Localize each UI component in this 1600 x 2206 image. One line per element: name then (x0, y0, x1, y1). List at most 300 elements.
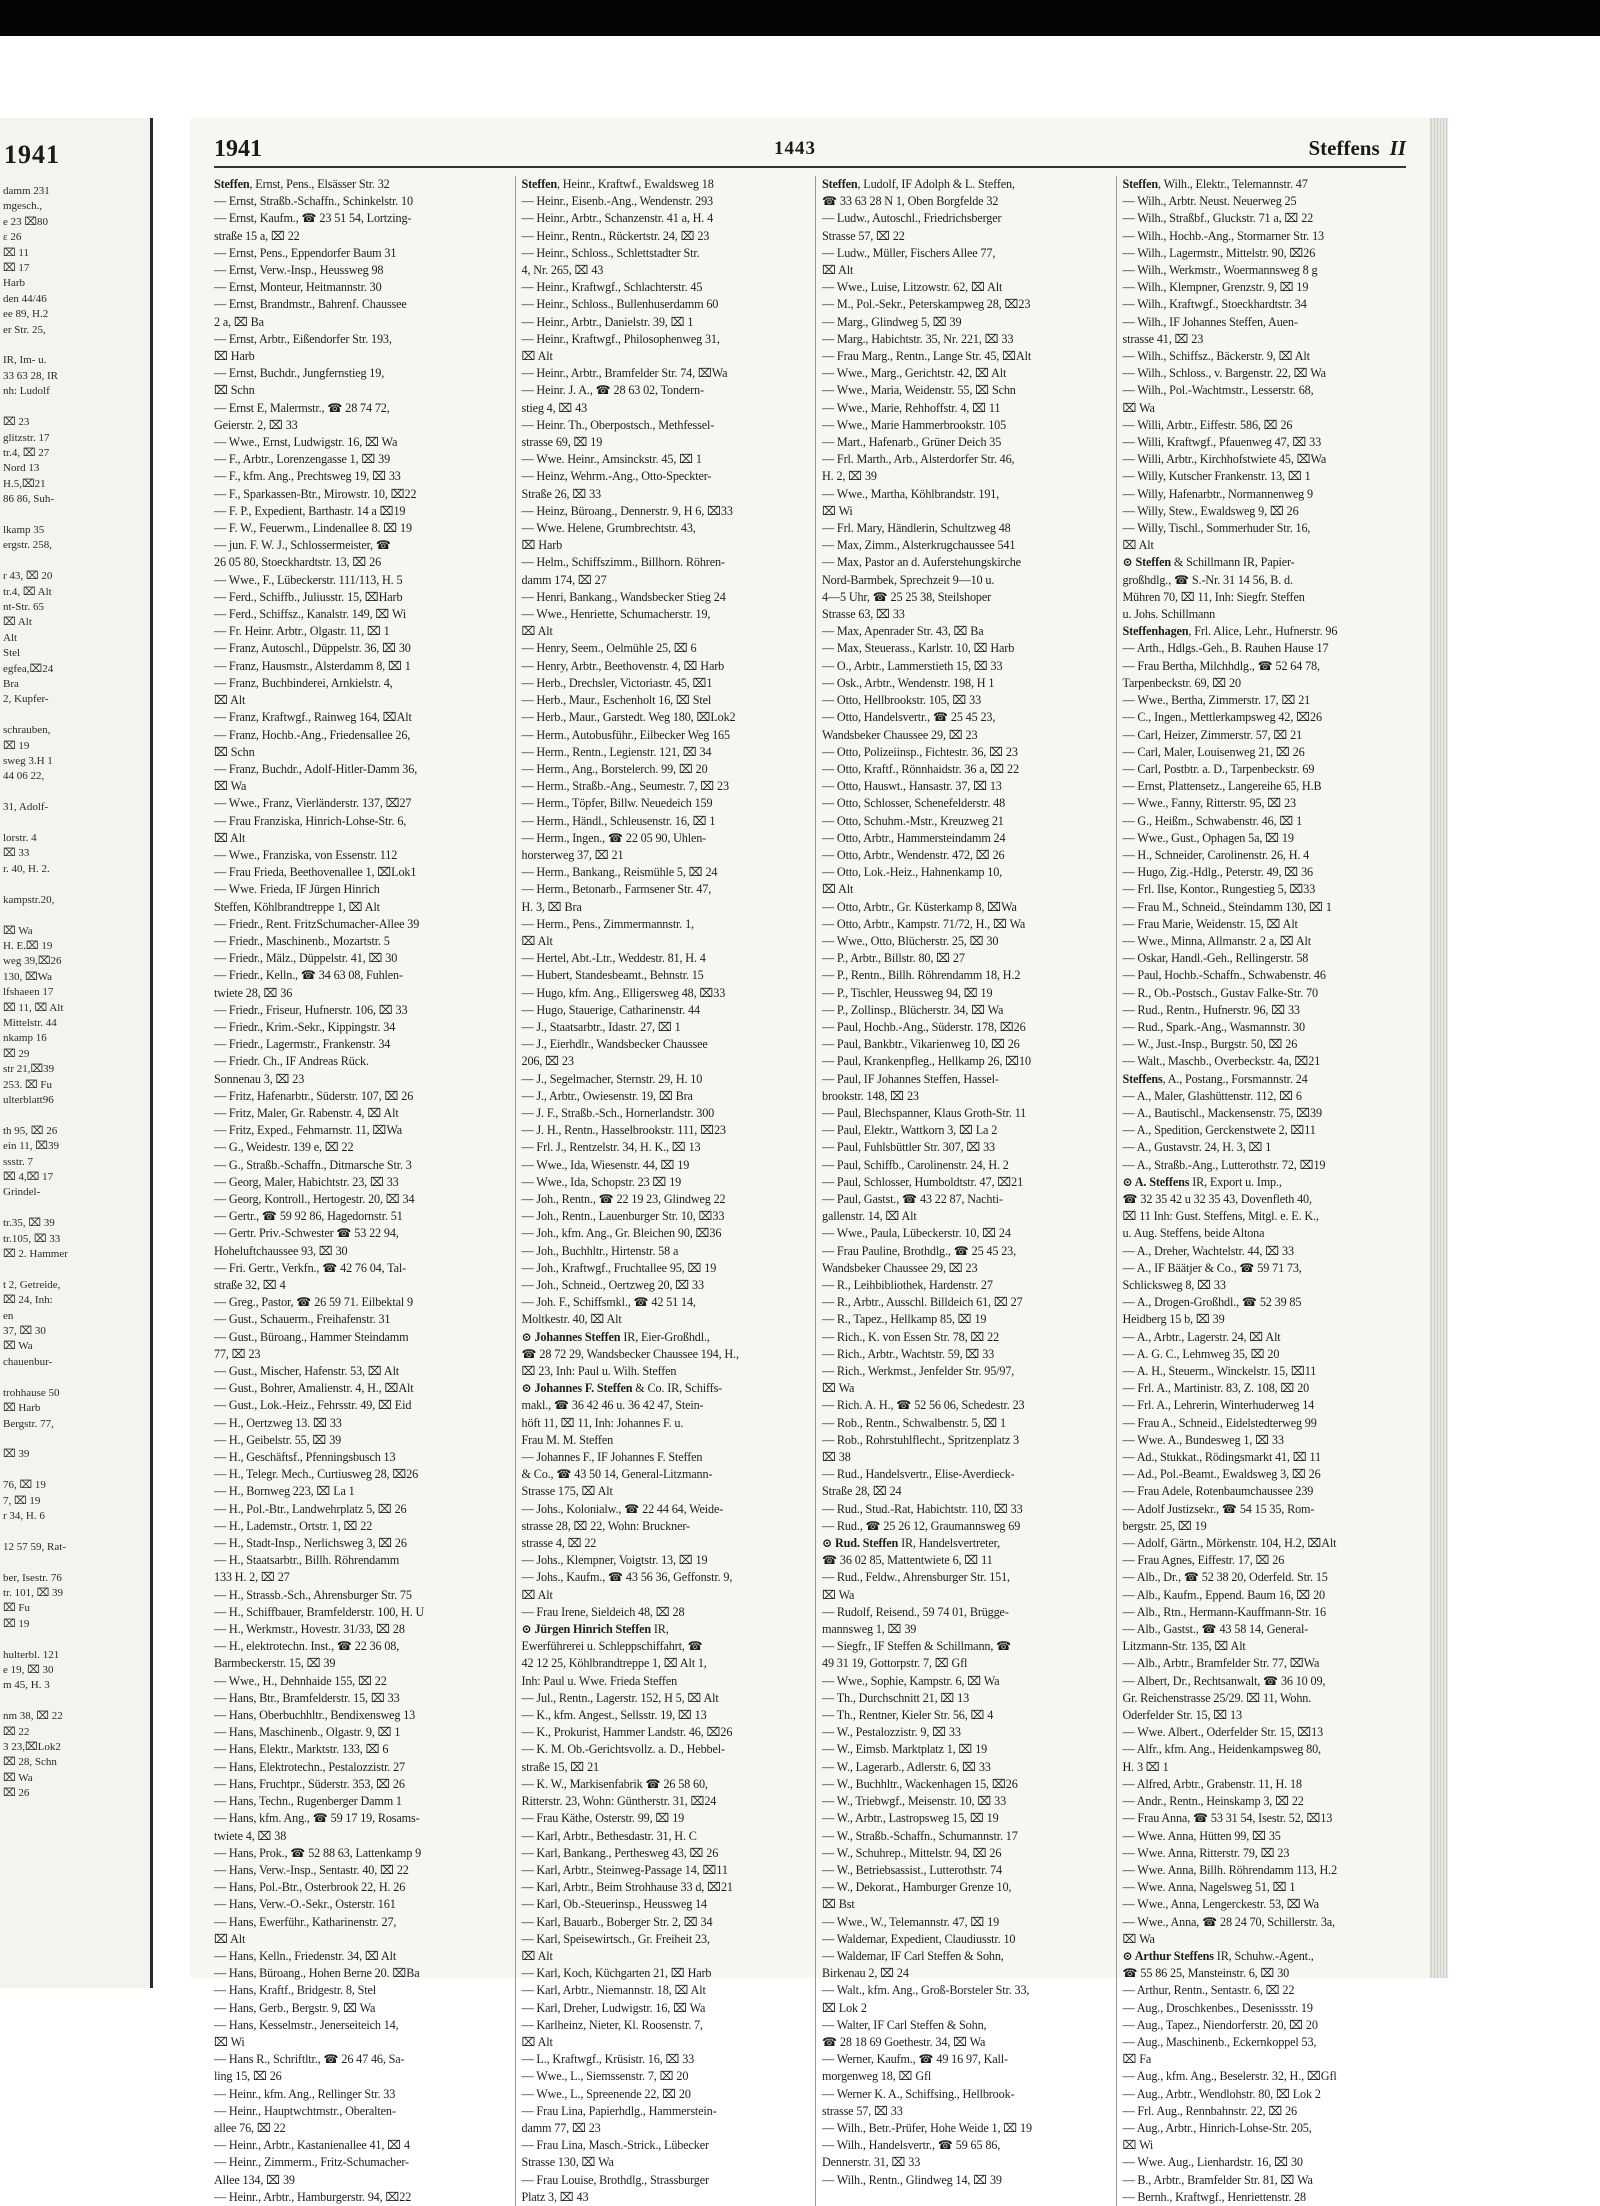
directory-entry: — H., Bornweg 223, ⌧ La 1 (214, 1484, 355, 1499)
directory-entry: — Wwe., Luise, Litzowstr. 62, ⌧ Alt (822, 280, 1003, 295)
directory-entry: Strasse 57, ⌧ 22 (822, 228, 905, 243)
directory-entry: — Friedr., Krim.-Sekr., Kippingstr. 34 (214, 1019, 396, 1034)
directory-entry: — J., Staatsarbtr., Idastr. 27, ⌧ 1 (521, 1019, 681, 1034)
directory-entry: — Rob., Rentn., Schwalbenstr. 5, ⌧ 1 (822, 1415, 1006, 1430)
directory-entry: — W., Triebwgf., Meisenstr. 10, ⌧ 33 (822, 1794, 1007, 1809)
directory-entry: — Herm., Pens., Zimmermannstr. 1, (521, 916, 694, 931)
directory-entry: — Willy, Tischl., Sommerhuder Str. 16, (1122, 521, 1311, 536)
directory-entry: — Otto, Handelsvertr., ☎ 25 45 23, (822, 710, 996, 725)
directory-entry: — Frau Lina, Masch.-Strick., Lübecker (521, 2138, 709, 2153)
directory-entry: — Walter, IF Carl Steffen & Sohn, (822, 2017, 987, 2032)
previous-page-line: Bra (3, 678, 19, 690)
directory-entry: — Albert, Dr., Rechtsanwalt, ☎ 36 10 09, (1122, 1673, 1326, 1688)
directory-entry: — Helm., Schiffszimm., Billhorn. Röhren- (521, 555, 725, 570)
directory-entry: — Ernst, Arbtr., Eißendorfer Str. 193, (214, 331, 392, 346)
directory-entry: ☎ 28 72 29, Wandsbecker Chaussee 194, H., (521, 1346, 739, 1361)
directory-entry: — Frau Marie, Weidenstr. 15, ⌧ Alt (1122, 916, 1298, 931)
directory-entry: — Rudolf, Reisend., 59 74 01, Brügge- (822, 1604, 1009, 1619)
directory-entry: — Frau M., Schneid., Steindamm 130, ⌧ 1 (1122, 899, 1332, 914)
directory-entry: — Alb., Rtn., Hermann-Kauffmann-Str. 16 (1122, 1604, 1326, 1619)
previous-page-line: ⌧ 22 (3, 1725, 30, 1738)
previous-page-line: str 21,⌧39 (3, 1063, 55, 1076)
directory-entry: ⌧ Wa (822, 1381, 855, 1396)
directory-entry: — W., Lagerarb., Adlerstr. 6, ⌧ 33 (822, 1759, 991, 1774)
directory-entry: — Frau Käthe, Osterstr. 99, ⌧ 19 (521, 1811, 685, 1826)
directory-entry: — Adolf, Gärtn., Mörkenstr. 104, H.2, ⌧Alt (1122, 1536, 1337, 1551)
header-lemma-roman: II (1389, 136, 1406, 160)
previous-page-line: nkamp 16 (3, 1032, 47, 1045)
directory-entry: — Herb., Maur., Eschenholt 16, ⌧ Stel (521, 693, 712, 708)
directory-entry: — W., Schuhrep., Mittelstr. 94, ⌧ 26 (822, 1845, 1002, 1860)
previous-page-line: ⌧ 26 (3, 1787, 30, 1800)
directory-entry: ⌧ Alt (214, 830, 246, 845)
directory-entry: — Frau A., Schneid., Eidelstedterweg 99 (1122, 1415, 1317, 1430)
directory-entry: bergstr. 25, ⌧ 19 (1122, 1518, 1207, 1533)
directory-entry: damm 174, ⌧ 27 (521, 572, 607, 587)
previous-page-line: tr.105, ⌧ 33 (3, 1232, 61, 1245)
directory-entry: ⊙ Johannes Steffen IR, Eier-Großhdl., (521, 1329, 710, 1344)
directory-entry: — Wwe., Anna, ☎ 28 24 70, Schillerstr. 3a, (1122, 1914, 1335, 1929)
directory-entry: — Wilh., Klempner, Grenzstr. 9, ⌧ 19 (1122, 280, 1309, 295)
header-year: 1941 (214, 136, 262, 162)
directory-entry: — Franz, Buchdr., Adolf-Hitler-Damm 36, (214, 761, 418, 776)
directory-entry: ⌧ Wi (1122, 2138, 1154, 2153)
directory-entry: — Frau Anna, ☎ 53 31 54, Isestr. 52, ⌧13 (1122, 1811, 1333, 1826)
directory-entry: — Greg., Pastor, ☎ 26 59 71. Eilbektal 9 (214, 1295, 413, 1310)
directory-entry: — Ernst, Straßb.-Schaffn., Schinkelstr. 10 (214, 194, 413, 209)
previous-page-line: ⌧ Wa (3, 1771, 33, 1784)
directory-entry: — Gust., Mischer, Hafenstr. 53, ⌧ Alt (214, 1364, 400, 1379)
directory-entry: — Hans, Gerb., Bergstr. 9, ⌧ Wa (214, 2000, 376, 2015)
directory-entry: ⌧ 11 Inh: Gust. Steffens, Mitgl. e. E. K., (1122, 1209, 1319, 1224)
directory-entry: — A., Drogen-Großhdl., ☎ 52 39 85 (1122, 1295, 1302, 1310)
directory-entry: — Frl. A., Martinistr. 83, Z. 108, ⌧ 20 (1122, 1381, 1310, 1396)
directory-entry: 77, ⌧ 23 (214, 1346, 261, 1361)
directory-entry: ☎ 33 63 28 N 1, Oben Borgfelde 32 (822, 194, 999, 209)
directory-entry: — Frl. A., Lehrerin, Winterhuderweg 14 (1122, 1398, 1315, 1413)
directory-entry: — Rud., Rentn., Hufnerstr. 96, ⌧ 33 (1122, 1002, 1300, 1017)
directory-entry: H. 3, ⌧ Bra (521, 899, 582, 914)
directory-entry: — Wwe., Ernst, Ludwigstr. 16, ⌧ Wa (214, 435, 398, 450)
directory-entry: — G., Straßb.-Schaffn., Ditmarsche Str. 3 (214, 1157, 412, 1172)
directory-entry: — F., Sparkassen-Btr., Mirowstr. 10, ⌧22 (214, 486, 417, 501)
directory-entry: ⌧ Alt (1122, 538, 1154, 553)
directory-entry: — Siegfr., IF Steffen & Schillmann, ☎ (822, 1639, 1012, 1654)
directory-entry: — Wilh., Lagermstr., Mittelstr. 90, ⌧26 (1122, 245, 1316, 260)
previous-page-line: nt-Str. 65 (3, 600, 44, 613)
directory-entry: — G., Weidestr. 139 e, ⌧ 22 (214, 1140, 354, 1155)
directory-entry: — Karl, Ob.-Steuerinsp., Heussweg 14 (521, 1897, 708, 1912)
directory-entry: — Wilh., Schiffsz., Bäckerstr. 9, ⌧ Alt (1122, 349, 1310, 364)
previous-page-line: nh: Ludolf (3, 385, 50, 398)
directory-entry: Barmbeckerstr. 15, ⌧ 39 (214, 1656, 336, 1671)
directory-entry: — Frau Lina, Papierhdlg., Hammerstein- (521, 2103, 717, 2118)
directory-entry: — Wwe., Fanny, Ritterstr. 95, ⌧ 23 (1122, 796, 1296, 811)
directory-entry: — Alb., Kaufm., Eppend. Baum 16, ⌧ 20 (1122, 1587, 1325, 1602)
directory-entry: strasse 41, ⌧ 23 (1122, 331, 1204, 346)
directory-entry: — Wwe. A., Bundesweg 1, ⌧ 33 (1122, 1432, 1284, 1447)
previous-page-line: tr.4, ⌧ Alt (3, 585, 52, 598)
directory-entry: — Rich., K. von Essen Str. 78, ⌧ 22 (822, 1329, 1000, 1344)
directory-entry: — H., Oertzweg 13. ⌧ 33 (214, 1415, 342, 1430)
directory-entry: — R., Tapez., Hellkamp 85, ⌧ 19 (822, 1312, 987, 1327)
directory-entry: — Frau Bertha, Milchhdlg., ☎ 52 64 78, (1122, 658, 1320, 673)
directory-entry: ⌧ Alt (214, 1931, 246, 1946)
directory-entry: — Paul, Hochb.-Schaffn., Schwabenstr. 46 (1122, 968, 1326, 983)
previous-page-line (0, 554, 150, 569)
directory-entry: — Andr., Rentn., Heinskamp 3, ⌧ 22 (1122, 1794, 1304, 1809)
directory-entry: — Wwe., Anna, Lengerckestr. 53, ⌧ Wa (1122, 1897, 1319, 1912)
directory-entry: — Heinr., Kraftwgf., Philosophenweg 31, (521, 331, 720, 346)
directory-entry: — Paul, Hochb.-Ang., Süderstr. 178, ⌧26 (822, 1019, 1026, 1034)
directory-entry: ⌧ Schn (214, 383, 255, 398)
previous-page-line: Bergstr. 77, (3, 1417, 54, 1430)
directory-entry: Litzmann-Str. 135, ⌧ Alt (1122, 1639, 1246, 1654)
previous-page-line: ssstr. 7 (3, 1155, 33, 1168)
directory-entry: — R., Leihbibliothek, Hardenstr. 27 (822, 1278, 993, 1292)
directory-entry: — Otto, Lok.-Heiz., Hahnenkamp 10, (822, 865, 1003, 880)
previous-page-line: ⌧ 19 (3, 739, 30, 752)
directory-entry: — Willy, Kutscher Frankenstr. 13, ⌧ 1 (1122, 469, 1311, 484)
directory-entry: — H., Schneider, Carolinenstr. 26, H. 4 (1122, 847, 1310, 862)
directory-entry: ling 15, ⌧ 26 (214, 2069, 282, 2084)
directory-entry: — Wwe. Helene, Grumbrechtstr. 43, (521, 521, 696, 536)
directory-entry: H. 2, ⌧ 39 (822, 469, 877, 484)
previous-page-line: ⌧ 19 (3, 1617, 30, 1630)
directory-entry: — F. P., Expedient, Barthastr. 14 a ⌧19 (214, 503, 406, 518)
directory-entry: — Max, Steuerass., Karlstr. 10, ⌧ Harb (822, 641, 1015, 656)
directory-entry: — Franz, Hausmstr., Alsterdamm 8, ⌧ 1 (214, 658, 411, 673)
directory-entry: — Joh., Kraftwgf., Fruchtallee 95, ⌧ 19 (521, 1260, 717, 1275)
directory-entry: — Hans, Kelln., Friedenstr. 34, ⌧ Alt (214, 1948, 397, 1963)
previous-page-line: tr.4, ⌧ 27 (3, 446, 50, 459)
directory-entry: — Otto, Arbtr., Kampstr. 71/72, H., ⌧ Wa (822, 916, 1026, 931)
directory-entry: 4—5 Uhr, ☎ 25 25 38, Steilshoper (822, 589, 991, 604)
directory-entry: — Frl. J., Rentzelstr. 34, H. K., ⌧ 13 (521, 1140, 701, 1155)
directory-entry: — Frau Frieda, Beethovenallee 1, ⌧Lok1 (214, 865, 417, 880)
previous-page-line: e 23 ⌧80 (3, 215, 49, 228)
directory-entry: — A., Dreher, Wachtelstr. 44, ⌧ 33 (1122, 1243, 1294, 1258)
directory-entry: — Gust., Bohrer, Amalienstr. 4, H., ⌧Alt (214, 1381, 414, 1396)
previous-page-line: nm 38, ⌧ 22 (3, 1710, 63, 1723)
previous-page-line: ee 89, H.2 (3, 308, 49, 321)
directory-entry: ⌧ Wa (1122, 400, 1155, 415)
previous-page-line: t 2, Getreide, (3, 1278, 61, 1291)
directory-entry: — Otto, Hauswt., Hansastr. 37, ⌧ 13 (822, 779, 1002, 794)
directory-entry: makl., ☎ 36 42 46 u. 36 42 47, Stein- (521, 1398, 704, 1413)
previous-page-line: ⌧ 28, Schn (3, 1756, 57, 1769)
previous-page-line: ε 26 (3, 231, 22, 244)
previous-page-lines (0, 184, 150, 1802)
directory-entry: — Johannes F., IF Johannes F. Steffen (521, 1450, 703, 1465)
directory-entry: — Waldemar, Expedient, Claudiusstr. 10 (822, 1931, 1016, 1946)
directory-entry: — A. H., Steuerm., Winckelstr. 15, ⌧11 (1122, 1364, 1317, 1379)
directory-entry: — Th., Rentner, Kieler Str. 56, ⌧ 4 (822, 1708, 994, 1723)
directory-entry: — H., Strassb.-Sch., Ahrensburger Str. 75 (214, 1587, 412, 1602)
directory-entry: — Willi, Arbtr., Eiffestr. 586, ⌧ 26 (1122, 417, 1293, 432)
directory-entry: — Frau Agnes, Eiffestr. 17, ⌧ 26 (1122, 1553, 1285, 1568)
directory-entry: — Bernh., Kraftwgf., Henriettenstr. 28 (1122, 2189, 1306, 2204)
directory-entry: — Hans, Elektrotechn., Pestalozzistr. 27 (214, 1759, 405, 1774)
previous-page-line: 2, Kupfer- (3, 693, 49, 706)
directory-entry: — Hans, Elektr., Marktstr. 133, ⌧ 6 (214, 1742, 389, 1757)
previous-page-edge (0, 118, 153, 1988)
directory-entry: — Heinr., Arbtr., Kastanienallee 41, ⌧ 4 (214, 2138, 410, 2153)
directory-entry: Frau M. M. Steffen (521, 1432, 614, 1447)
directory-entry: — Wwe., Otto, Blücherstr. 25, ⌧ 30 (822, 933, 999, 948)
previous-page-line: r. 40, H. 2. (3, 862, 50, 875)
directory-entry: — Gust., Büroang., Hammer Steindamm (214, 1329, 409, 1344)
directory-entry: — Hans, Techn., Rugenberger Damm 1 (214, 1794, 402, 1809)
directory-entry: — Rud., Feldw., Ahrensburger Str. 151, (822, 1570, 1010, 1585)
previous-page-line (0, 816, 150, 831)
previous-page-line: 7, ⌧ 19 (3, 1494, 41, 1507)
previous-page-line: schrauben, (3, 724, 51, 737)
directory-entry: — C., Ingen., Mettlerkampsweg 42, ⌧26 (1122, 710, 1322, 725)
directory-entry: — A., Bautischl., Mackensenstr. 75, ⌧39 (1122, 1105, 1322, 1120)
directory-entry: — Gertr. Priv.-Schwester ☎ 53 22 94, (214, 1226, 399, 1241)
directory-entry: — Henry, Seem., Oelmühle 25, ⌧ 6 (521, 641, 697, 656)
directory-entry: — Wwe., Minna, Allmanstr. 2 a, ⌧ Alt (1122, 933, 1312, 948)
directory-entry: — B., Arbtr., Bramfelder Str. 81, ⌧ Wa (1122, 2172, 1313, 2187)
directory-entry: — Frl. Mary, Händlerin, Schultzweg 48 (822, 521, 1011, 536)
directory-entry: — Carl, Heizer, Zimmerstr. 57, ⌧ 21 (1122, 727, 1303, 742)
directory-entry: — P., Rentn., Billh. Röhrendamm 18, H.2 (822, 968, 1021, 983)
directory-entry: — Wilh., Hochb.-Ang., Stormarner Str. 13 (1122, 228, 1324, 243)
directory-entry: großhdlg., ☎ S.-Nr. 31 14 56, B. d. (1122, 572, 1293, 587)
directory-entry: — Heinr. J. A., ☎ 28 63 02, Tondern- (521, 383, 704, 398)
directory-entry: — Wwe., Martha, Köhlbrandstr. 191, (822, 486, 1000, 501)
directory-entry: — Wwe., W., Telemannstr. 47, ⌧ 19 (822, 1914, 1000, 1929)
directory-entry: — H., elektrotechn. Inst., ☎ 22 36 08, (214, 1639, 400, 1654)
previous-page-line: ergstr. 258, (3, 539, 52, 552)
directory-entry: — Wilh., Betr.-Prüfer, Hohe Weide 1, ⌧ 19 (822, 2120, 1032, 2135)
directory-entry: — Henri, Bankang., Wandsbecker Stieg 24 (521, 589, 726, 604)
directory-entry: Strasse 130, ⌧ Wa (521, 2155, 614, 2170)
directory-entry: — Mart., Hafenarb., Grüner Deich 35 (822, 435, 1002, 450)
directory-entry: — Franz, Hochb.-Ang., Friedensallee 26, (214, 727, 411, 742)
previous-page-line: en (3, 1309, 14, 1322)
directory-entry: — Joh., Rentn., ☎ 22 19 23, Glindweg 22 (521, 1191, 726, 1206)
directory-entry: ☎ 32 35 42 u 32 35 43, Dovenfleth 40, (1122, 1191, 1312, 1206)
previous-page-line: glitzstr. 17 (3, 431, 50, 444)
previous-page-line: IR, Im- u. (3, 354, 47, 367)
previous-page-year: 1941 (4, 140, 60, 169)
directory-entry: brookstr. 148, ⌧ 23 (822, 1088, 919, 1103)
directory-entry: Steffen, Köhlbrandtreppe 1, ⌧ Alt (214, 899, 380, 914)
directory-entry: Steffens, A., Postang., Forsmannstr. 24 (1122, 1071, 1308, 1086)
directory-entry: — Ad., Stukkat., Rödingsmarkt 41, ⌧ 11 (1122, 1450, 1321, 1465)
directory-entry: — Alb., Gastst., ☎ 43 58 14, General- (1122, 1622, 1309, 1637)
directory-entry: ⌧ Wi (822, 503, 853, 518)
directory-entry: — Frau Louise, Brothdlg., Strassburger (521, 2172, 709, 2187)
directory-entry: — Ernst, Kaufm., ☎ 23 51 54, Lortzing- (214, 211, 412, 226)
directory-entry: — Wwe., Franz, Vierländerstr. 137, ⌧27 (214, 796, 412, 811)
directory-entry: — Aug., kfm. Ang., Beselerstr. 32, H., ⌧Gfl (1122, 2069, 1337, 2084)
directory-entry: — Rich. A. H., ☎ 52 56 06, Schedestr. 23 (822, 1398, 1025, 1413)
directory-entry: — Frau Adele, Rotenbaumchaussee 239 (1122, 1484, 1314, 1499)
directory-entry: allee 76, ⌧ 22 (214, 2120, 286, 2135)
directory-entry: — Carl, Maler, Louisenweg 21, ⌧ 26 (1122, 744, 1305, 759)
directory-entry: — J. F., Straßb.-Sch., Hornerlandstr. 300 (521, 1105, 715, 1120)
directory-entry: — Wwe., Ida, Schopstr. 23 ⌧ 19 (521, 1174, 682, 1189)
directory-entry: — Georg, Kontroll., Hertogestr. 20, ⌧ 34 (214, 1191, 415, 1206)
previous-page-line: sweg 3.H 1 (3, 755, 53, 768)
previous-page-line (0, 1463, 150, 1478)
previous-page-line: 3 23,⌧Lok2 (3, 1741, 61, 1754)
previous-page-line: ⌧ Harb (3, 1402, 41, 1415)
directory-entry: ⌧ Harb (521, 538, 563, 553)
directory-entry: ⊙ Steffen & Schillmann IR, Papier- (1122, 555, 1295, 570)
directory-entry: — Georg, Maler, Habichtstr. 23, ⌧ 33 (214, 1174, 399, 1189)
previous-page-line: ⌧ 2. Hammer (3, 1248, 68, 1261)
directory-entry: höft 11, ⌧ 11, Inh: Johannes F. u. (521, 1415, 684, 1430)
previous-page-line: Alt (3, 631, 18, 644)
directory-entry: — Waldemar, IF Carl Steffen & Sohn, (822, 1948, 1004, 1963)
previous-page-line (0, 1108, 150, 1123)
directory-entry: — Osk., Arbtr., Wendenstr. 198, H 1 (822, 675, 995, 690)
directory-entry: — Otto, Arbtr., Gr. Küsterkamp 8, ⌧Wa (822, 899, 1017, 914)
previous-page-line: m 45, H. 3 (3, 1679, 50, 1692)
directory-entry: Mühren 70, ⌧ 11, Inh: Siegfr. Steffen (1122, 589, 1305, 604)
directory-entry: strasse 69, ⌧ 19 (521, 435, 603, 450)
previous-page-line: ⌧ 24, Inh: (3, 1294, 53, 1307)
book-page-edges (1432, 118, 1448, 1978)
directory-entry: — Johs., Kaufm., ☎ 43 56 36, Geffonstr. 9, (521, 1570, 733, 1585)
directory-entry: Platz 3, ⌧ 43 (521, 2189, 589, 2204)
directory-entry: — Franz, Autoschl., Düppelstr. 36, ⌧ 30 (214, 641, 411, 656)
directory-entry: — Wwe. Anna, Nagelsweg 51, ⌧ 1 (1122, 1880, 1296, 1895)
directory-entry: mannsweg 1, ⌧ 39 (822, 1622, 917, 1637)
directory-entry: — Heinr., kfm. Ang., Rellinger Str. 33 (214, 2086, 396, 2101)
directory-entry: ⌧ Bst (822, 1897, 855, 1912)
directory-entry: — Joh., Rentn., Lauenburger Str. 10, ⌧33 (521, 1209, 725, 1224)
directory-entry: — Friedr., Maschinenb., Mozartstr. 5 (214, 933, 390, 948)
previous-page-line: Nord 13 (3, 462, 40, 475)
directory-entry: — Herm., Ingen., ☎ 22 05 90, Uhlen- (521, 830, 707, 845)
directory-entry: — Carl, Postbtr. a. D., Tarpenbeckstr. 69 (1122, 761, 1315, 776)
directory-entry: straße 15, ⌧ 21 (521, 1759, 599, 1774)
directory-entry: — A., Arbtr., Lagerstr. 24, ⌧ Alt (1122, 1329, 1281, 1344)
directory-entry: — Joh., kfm. Ang., Gr. Bleichen 90, ⌧36 (521, 1226, 722, 1241)
directory-entry: — Ernst E, Malermstr., ☎ 28 74 72, (214, 400, 390, 415)
previous-page-line (0, 1432, 150, 1447)
directory-entry: — Wwe. Heinr., Amsinckstr. 45, ⌧ 1 (521, 452, 702, 467)
page-header (214, 136, 1406, 168)
directory-entry: — Friedr. Ch., IF Andreas Rück. (214, 1054, 369, 1069)
directory-entry: — Frau Irene, Sieldeich 48, ⌧ 28 (521, 1604, 685, 1619)
directory-entry: ⌧ Alt (822, 882, 854, 897)
directory-entry: — H., Schiffbauer, Bramfelderstr. 100, H. U (214, 1604, 425, 1619)
directory-entry: — Hans, Ewerführ., Katharinenstr. 27, (214, 1914, 397, 1929)
previous-page-line (0, 1201, 150, 1216)
directory-entry: ⌧ Alt (521, 1948, 553, 1963)
directory-entry: — Ernst, Plattensetz., Langereihe 65, H.B (1122, 779, 1322, 794)
directory-entry: — Alfr., kfm. Ang., Heidenkampsweg 80, (1122, 1742, 1321, 1757)
directory-entry: ⌧ Alt (521, 2034, 553, 2049)
directory-entry: — Wwe., L., Siemssenstr. 7, ⌧ 20 (521, 2069, 689, 2084)
directory-entry: morgenweg 18, ⌧ Gfl (822, 2069, 932, 2084)
directory-entry: — Fritz, Hafenarbtr., Süderstr. 107, ⌧ 26 (214, 1088, 414, 1103)
directory-entry: — Frau Franziska, Hinrich-Lohse-Str. 6, (214, 813, 407, 828)
directory-entry: — W., Buchhltr., Wackenhagen 15, ⌧26 (822, 1776, 1018, 1791)
previous-page-line (0, 338, 150, 353)
directory-entry: — Friedr., Kelln., ☎ 34 63 08, Fuhlen- (214, 968, 403, 983)
directory-entry: ☎ 28 18 69 Goethestr. 34, ⌧ Wa (822, 2034, 986, 2049)
previous-page-line: trohhause 50 (3, 1386, 60, 1399)
directory-entry: — Otto, Hellbrookstr. 105, ⌧ 33 (822, 693, 982, 708)
directory-entry: Strasse 175, ⌧ Alt (521, 1484, 613, 1499)
directory-entry: — Henry, Arbtr., Beethovenstr. 4, ⌧ Harb (521, 658, 725, 673)
directory-entry: — K. M. Ob.-Gerichtsvollz. a. D., Hebbel- (521, 1742, 725, 1757)
previous-page-line (0, 400, 150, 415)
directory-entry: — Karl, Bauarb., Boberger Str. 2, ⌧ 34 (521, 1914, 713, 1929)
directory-entry: Moltkestr. 40, ⌧ Alt (521, 1312, 622, 1327)
directory-entry: Ritterstr. 23, Wohn: Güntherstr. 31, ⌧24 (521, 1794, 717, 1809)
previous-page-line: 86 86, Suh- (3, 493, 55, 506)
directory-entry: — Friedr., Lagermstr., Frankenstr. 34 (214, 1037, 391, 1052)
directory-entry: — Heinr., Arbtr., Schanzenstr. 41 a, H. 4 (521, 211, 714, 226)
directory-entry: — Max, Pastor an d. Auferstehungskirche (822, 555, 1021, 570)
directory-entry: — Herm., Betonarb., Farmsener Str. 47, (521, 882, 712, 897)
directory-entry: & Co., ☎ 43 50 14, General-Litzmann- (521, 1467, 713, 1482)
directory-entry: — W., Straßb.-Schaffn., Schumannstr. 17 (822, 1828, 1018, 1843)
directory-entry: — Wwe., Bertha, Zimmerstr. 17, ⌧ 21 (1122, 693, 1311, 708)
directory-entry: — L., Kraftwgf., Krüsistr. 16, ⌧ 33 (521, 2052, 695, 2067)
directory-entry: — Herb., Maur., Garstedt. Weg 180, ⌧Lok2 (521, 710, 736, 725)
directory-entry: — P., Zollinsp., Blücherstr. 34, ⌧ Wa (822, 1002, 1004, 1017)
directory-entry: — Paul, IF Johannes Steffen, Hassel- (822, 1071, 999, 1086)
directory-entry: — Friedr., Friseur, Hufnerstr. 106, ⌧ 33 (214, 1002, 408, 1017)
directory-entry: ⊙ Rud. Steffen IR, Handelsvertreter, (822, 1536, 1000, 1551)
directory-entry: — Herm., Bankang., Reismühle 5, ⌧ 24 (521, 865, 718, 880)
directory-entry: — Fri. Gertr., Verkfn., ☎ 42 76 04, Tal- (214, 1260, 407, 1275)
directory-entry: — W., Eimsb. Marktplatz 1, ⌧ 19 (822, 1742, 988, 1757)
directory-entry: — Otto, Schlosser, Schenefelderstr. 48 (822, 796, 1006, 811)
directory-entry: — Fr. Heinr. Arbtr., Olgastr. 11, ⌧ 1 (214, 624, 390, 639)
directory-entry: — Hans, Büroang., Hohen Berne 20. ⌧Ba (214, 1966, 420, 1981)
directory-entry: — Ernst, Verw.-Insp., Heussweg 98 (214, 263, 384, 278)
directory-entry: — W., Just.-Insp., Burgstr. 50, ⌧ 26 (1122, 1037, 1298, 1052)
directory-entry: — Wilh., Straßbf., Gluckstr. 71 a, ⌧ 22 (1122, 211, 1314, 226)
directory-entry: — Herm., Händl., Schleusenstr. 16, ⌧ 1 (521, 813, 716, 828)
previous-page-line: Mittelstr. 44 (3, 1016, 57, 1029)
directory-entry: — Friedr., Rent. FritzSchumacher-Allee 39 (214, 916, 420, 931)
directory-entry: — Wilh., Schloss., v. Bargenstr. 22, ⌧ Wa (1122, 366, 1326, 381)
directory-entry: — Wwe., Marg., Gerichtstr. 42, ⌧ Alt (822, 366, 1007, 381)
previous-page-line: 44 06 22, (3, 770, 45, 783)
directory-entry: — Willy, Stew., Ewaldsweg 9, ⌧ 26 (1122, 503, 1299, 518)
directory-entry: — Oskar, Handl.-Geh., Rellingerstr. 58 (1122, 951, 1309, 966)
directory-entry: — Wilh., Werkmstr., Woermannsweg 8 g (1122, 263, 1318, 278)
directory-entry: — Wwe. Albert., Oderfelder Str. 15, ⌧13 (1122, 1725, 1324, 1740)
directory-entry: — K. W., Markisenfabrik ☎ 26 58 60, (521, 1776, 708, 1791)
directory-entry: — Heinr., Arbtr., Danielstr. 39, ⌧ 1 (521, 314, 694, 329)
directory-entry: ⌧ Alt (822, 263, 854, 278)
directory-entry: — Alfred, Arbtr., Grabenstr. 11, H. 18 (1122, 1776, 1302, 1791)
previous-page-line: ulterblatt96 (3, 1093, 54, 1106)
directory-entry: — Paul, Fuhlsbüttler Str. 307, ⌧ 33 (822, 1140, 995, 1155)
directory-column-1 (214, 176, 505, 2206)
directory-entry: — Gertr., ☎ 59 92 86, Hagedornstr. 51 (214, 1209, 403, 1224)
directory-entry: 49 31 19, Gottorpstr. 7, ⌧ Gfl (822, 1656, 968, 1671)
previous-page-line: ⌧ 4,⌧ 17 (3, 1171, 54, 1183)
directory-entry: — Max, Zimm., Alsterkrugchaussee 541 (822, 538, 1016, 553)
directory-entry: Gr. Reichenstrasse 25/29. ⌧ 11, Wohn. (1122, 1690, 1312, 1705)
directory-entry: — Th., Durchschnitt 21, ⌧ 13 (822, 1690, 970, 1705)
previous-page-line: damm 231 (3, 185, 50, 197)
directory-entry: — W., Pestalozzistr. 9, ⌧ 33 (822, 1725, 961, 1740)
